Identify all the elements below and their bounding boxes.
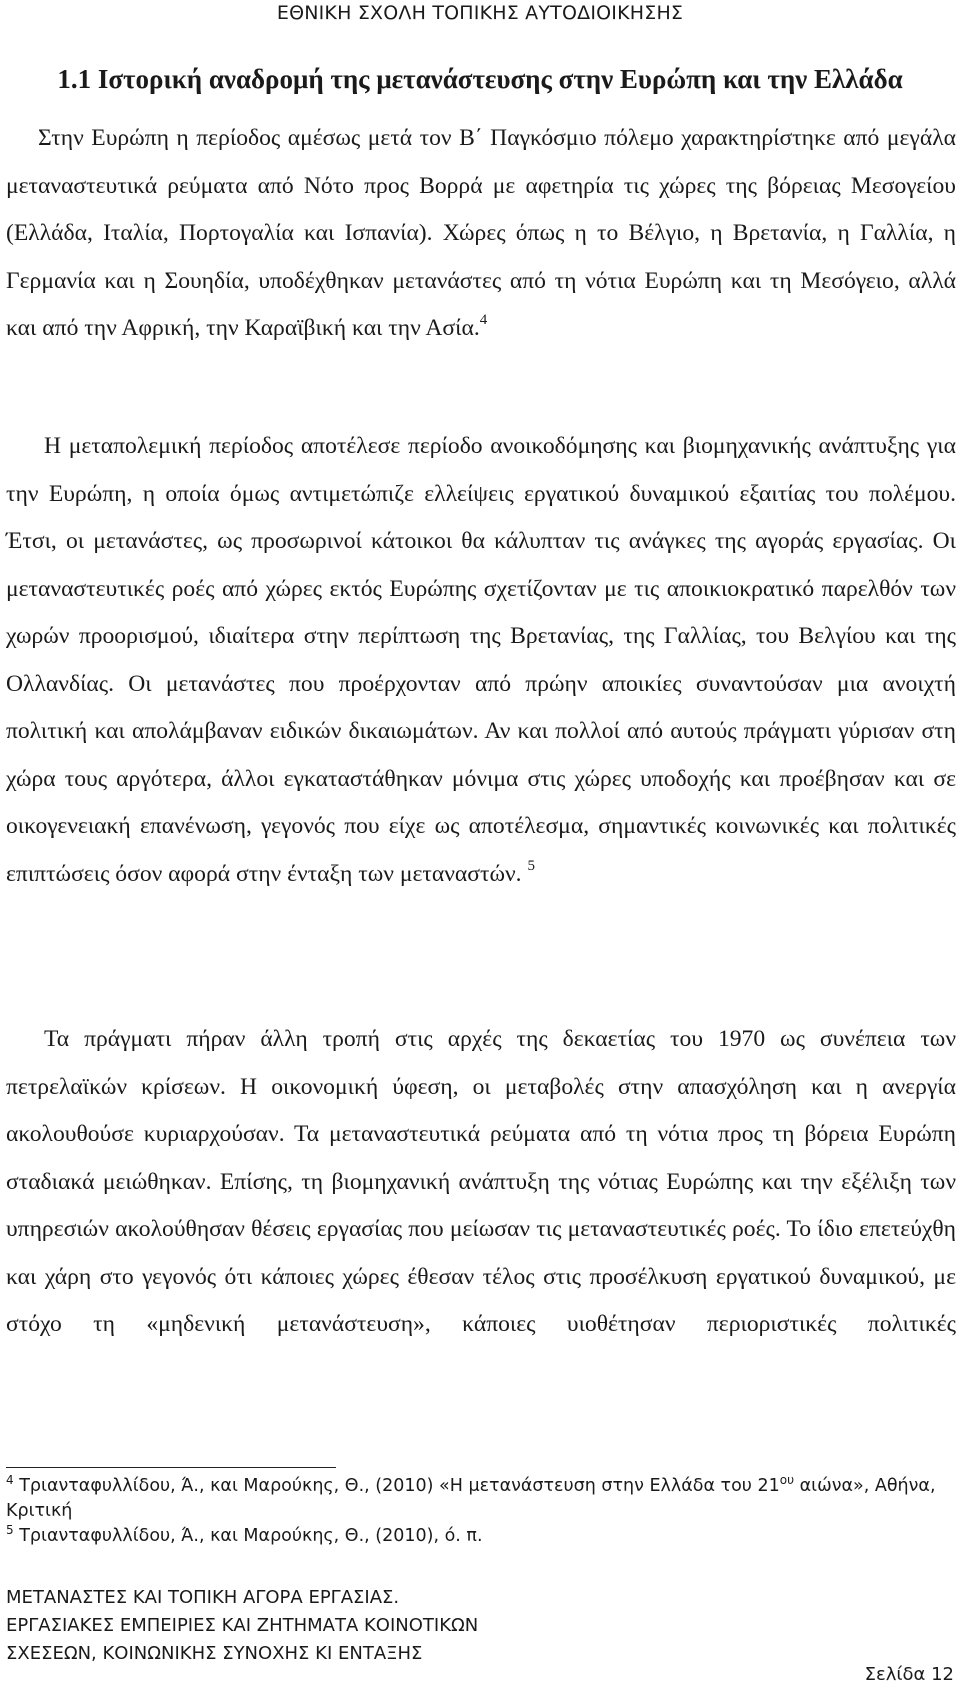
footnote-text-cont: αιώνα», Αθήνα, Κριτική xyxy=(6,1476,936,1521)
footnote-ref-5[interactable]: 5 xyxy=(527,857,535,874)
paragraph-1 xyxy=(6,115,956,353)
page-number: Σελίδα 12 xyxy=(864,1664,954,1685)
paragraph-1-text: Στην Ευρώπη η περίοδος αμέσως μετά τον Β΄ Παγκόσμιο πόλεμο χαρακτηρίστηκε από μεγάλα μεταναστευτικά ρεύματα από Νότο προς Βορρά με αφετηρία τις χώρες της βόρειας Μεσογείου (Ελλάδα, Ιταλία, Πορτογαλία και Ισπανία). Χώρες όπως η το Βέλγιο, η Βρετανία, η Γαλλία, η Γερμανία και η Σουηδία, υποδέχθηκαν μετανάστες από τη νότια Ευρώπη και τη Μεσόγειο, αλλά και από την Αφρική, την Καραϊβική και την Ασία. xyxy=(6,125,956,341)
footnotes xyxy=(6,1474,956,1549)
footnote-ordinal-suffix: ου xyxy=(779,1473,795,1487)
footnote-4 xyxy=(6,1474,956,1524)
footnote-separator xyxy=(6,1467,336,1468)
section-title: 1.1 Ιστορική αναδρομή της μετανάστευσης στην Ευρώπη και την Ελλάδα xyxy=(57,64,903,94)
page-footer xyxy=(6,1584,806,1668)
footer-line-2: ΕΡΓΑΣΙΑΚΕΣ ΕΜΠΕΙΡΙΕΣ ΚΑΙ ΖΗΤΗΜΑΤΑ ΚΟΙΝΟΤΙΚΩΝ xyxy=(6,1615,479,1636)
footnote-number: 4 xyxy=(6,1473,14,1487)
footer-line-3: ΣΧΕΣΕΩΝ, ΚΟΙΝΩΝΙΚΗΣ ΣΥΝΟΧΗΣ ΚΙ ΕΝΤΑΞΗΣ xyxy=(6,1643,423,1664)
footer-line-1: ΜΕΤΑΝΑΣΤΕΣ ΚΑΙ ΤΟΠΙΚΗ ΑΓΟΡΑ ΕΡΓΑΣΙΑΣ. xyxy=(6,1587,400,1608)
paragraph-3-text: Τα πράγματι πήραν άλλη τροπή στις αρχές της δεκαετίας του 1970 ως συνέπεια των πετρελαϊκών κρίσεων. Η οικονομική ύφεση, οι μεταβολές στην απασχόληση και η ανεργία ακολουθούσε κυριαρχούσαν. Τα μεταναστευτικά ρεύματα από τη νότια προς τη βόρεια Ευρώπη σταδιακά μειώθηκαν. Επίσης, τη βιομηχανική ανάπτυξη της νότιας Ευρώπης και την εξέλιξη των υπηρεσιών ακολούθησαν θέσεις εργασίας που μείωσαν τις μεταναστευτικές ροές. Το ίδιο επετεύχθη και χάρη στο γεγονός ότι κάποιες χώρες έθεσαν τέλος στις προσέλκυση εργατικού δυναμικού, με στόχο τη «μηδενική μετανάστευση», κάποιες υιοθέτησαν περιοριστικές πολιτικές xyxy=(6,1026,956,1337)
footnote-ref-4[interactable]: 4 xyxy=(479,312,488,328)
paragraph-3 xyxy=(6,1016,956,1349)
footnote-number: 5 xyxy=(6,1523,14,1537)
paragraph-2-text: Η μεταπολεμική περίοδος αποτέλεσε περίοδο ανοικοδόμησης και βιομηχανικής ανάπτυξης για την Ευρώπη, η οποία όμως αντιμετώπιζε ελλείψεις εργατικού δυναμικού εξαιτίας του πολέμου. Έτσι, οι μετανάστες, ως προσωρινοί κάτοικοι θα κάλυπταν τις ανάγκες της αγοράς εργασίας. Οι μεταναστευτικές ροές από χώρες εκτός Ευρώπης σχετίζονταν με τις αποικιοκρατικό παρελθόν των χωρών προορισμού, ιδιαίτερα στην περίπτωση της Βρετανίας, της Γαλλίας, του Βελγίου και της Ολλανδίας. Οι μετανάστες που προέρχονταν από πρώην αποικίες συναντούσαν μια ανοιχτή πολιτική και απολάμβαναν ειδικών δικαιωμάτων. Αν και πολλοί από αυτούς πράγματι γύρισαν στη χώρα τους αργότερα, άλλοι εγκαταστάθηκαν μόνιμα στις χώρες υποδοχής και προέβησαν και σε οικογενειακή επανένωση, γεγονός που είχε ως αποτέλεσμα, σημαντικές κοινωνικές και πολιτικές επιπτώσεις όσον αφορά στην ένταξη των μεταναστών. xyxy=(6,433,956,887)
footnote-text: Τριανταφυλλίδου, Ά., και Μαρούκης, Θ., (2010) «Η μετανάστευση στην Ελλάδα του 21 xyxy=(19,1476,780,1496)
running-header: ΕΘΝΙΚΗ ΣΧΟΛΗ ΤΟΠΙΚΗΣ ΑΥΤΟΔΙΟΙΚΗΣΗΣ xyxy=(276,2,684,24)
footnote-text: Τριανταφυλλίδου, Ά., και Μαρούκης, Θ., (2010), ό. π. xyxy=(19,1526,483,1546)
footnote-5 xyxy=(6,1524,956,1549)
paragraph-2 xyxy=(6,423,956,898)
